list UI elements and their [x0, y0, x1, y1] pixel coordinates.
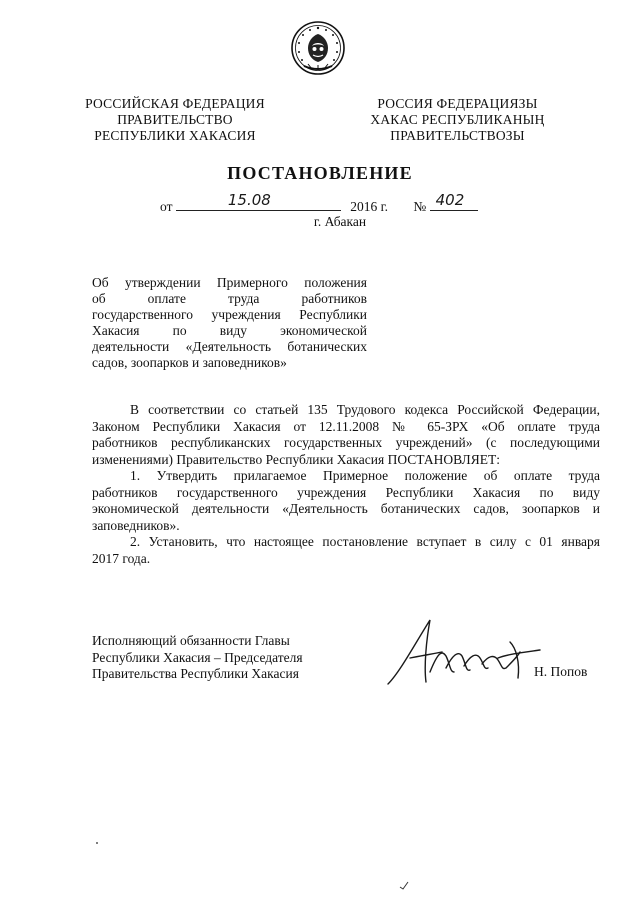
date-prefix: от — [160, 199, 173, 214]
handwritten-signature — [380, 612, 550, 692]
subject-line: государственного учреждения Республики — [92, 307, 367, 322]
scan-mark — [398, 880, 410, 890]
body-paragraph-3-line: 2. Установить, что настоящее постановление вступает в силу с 01 января — [130, 534, 600, 549]
signatory-title — [92, 633, 303, 683]
body-paragraph-2-line: экономической деятельности «Деятельность ботанических садов, зоопарков и — [92, 501, 600, 516]
header-right-line-3: ПРАВИТЕЛЬСТВОЗЫ — [390, 128, 525, 143]
header-left-line-3: РЕСПУБЛИКИ ХАКАСИЯ — [94, 128, 256, 143]
body-paragraph-2-line: 1. Утвердить прилагаемое Примерное положение об оплате труда — [130, 468, 600, 483]
body-paragraph-1-line: Законом Республики Хакасия от 12.11.2008 № 65-ЗРХ «Об оплате труда — [92, 418, 600, 434]
subject-line: садов, зоопарков и заповедников» — [92, 355, 287, 370]
body-paragraph-2-line: заповедников». — [92, 517, 180, 533]
header-right — [365, 96, 550, 144]
signatory-name: Н. Попов — [534, 664, 588, 679]
header-left-line-1: РОССИЙСКАЯ ФЕДЕРАЦИЯ — [85, 96, 265, 111]
subject-line: об оплате труда работников — [92, 291, 367, 306]
header-left-line-2: ПРАВИТЕЛЬСТВО — [117, 112, 233, 127]
document-body — [92, 402, 600, 567]
body-paragraph-1-line: изменениями) Правительство Республики Хакасия ПОСТАНОВЛЯЕТ: — [92, 451, 500, 467]
number-label: № — [413, 199, 427, 214]
date-field — [176, 191, 341, 211]
body-paragraph-3-line: 2017 года. — [92, 550, 151, 566]
coat-of-arms-emblem — [290, 20, 346, 76]
signatory-title-line: Правительства Республики Хакасия — [92, 666, 299, 681]
header-right-line-2: ХАКАС РЕСПУБЛИКАНЫҢ — [370, 112, 545, 127]
subject-line: деятельности «Деятельность ботанических — [92, 339, 367, 354]
signatory-title-line: Исполняющий обязанности Главы — [92, 633, 290, 648]
handwritten-date: 15.08 — [227, 191, 271, 209]
date-year: 2016 г. — [350, 199, 388, 214]
header-right-line-1: РОССИЯ ФЕДЕРАЦИЯЗЫ — [377, 96, 538, 111]
scan-speck — [96, 842, 98, 844]
body-paragraph-1-line: работников республиканских государственных учреждений» (с последующими — [92, 435, 600, 450]
header-left — [80, 96, 270, 144]
signatory-title-line: Республики Хакасия – Председателя — [92, 649, 303, 665]
city: г. Абакан — [313, 214, 367, 229]
number-field — [430, 191, 478, 211]
document-title: ПОСТАНОВЛЕНИЕ — [227, 163, 413, 183]
handwritten-number: 402 — [435, 191, 465, 209]
date-line — [160, 191, 478, 215]
body-paragraph-2-line: работников государственного учреждения Республики Хакасия по виду — [92, 484, 600, 500]
body-paragraph-1-line: В соответствии со статьей 135 Трудового кодекса Российской Федерации, — [130, 402, 600, 417]
document-subject — [92, 275, 367, 371]
subject-line: Об утверждении Примерного положения — [92, 275, 367, 290]
subject-line: Хакасия по виду экономической — [92, 323, 367, 338]
